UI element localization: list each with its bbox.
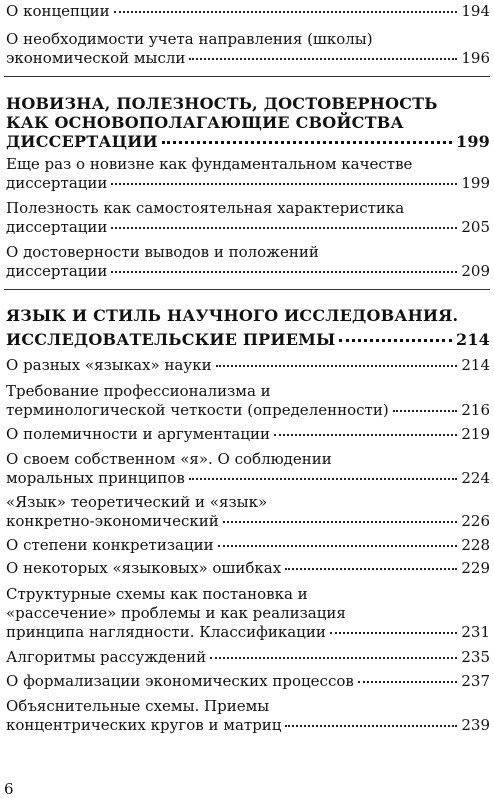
toc-page-number: 224	[461, 469, 490, 487]
toc-entry-text: ДИССЕРТАЦИИ	[6, 132, 158, 151]
toc-entry-text: Полезность как самостоятельная характеристика	[6, 199, 405, 217]
toc-entry	[6, 425, 490, 444]
toc-entry-text: О необходимости учета направления (школы)	[6, 30, 373, 48]
leader-dots	[111, 215, 457, 229]
toc-entry-text: принципа наглядности. Классификации	[6, 623, 326, 641]
leader-dots	[218, 533, 458, 547]
divider	[4, 289, 490, 290]
divider	[4, 76, 490, 77]
toc-entry-text: Структурные схемы как постановка и	[6, 585, 308, 603]
toc-entry	[6, 559, 490, 578]
toc-entry	[6, 585, 490, 642]
toc-page-number: 205	[461, 218, 490, 236]
leader-dots	[189, 466, 458, 480]
toc-entry-text: О достоверности выводов и положений	[6, 243, 319, 261]
toc-page-number: 229	[461, 559, 490, 577]
leader-dots	[111, 259, 457, 273]
toc-entry-text: Объяснительные схемы. Приемы	[6, 697, 270, 715]
toc-page-number: 214	[456, 330, 490, 349]
toc-page-number: 235	[461, 648, 490, 666]
toc-page-number: 199	[461, 174, 490, 192]
toc-entry-text: О разных «языках» науки	[6, 356, 212, 374]
toc-entry-text: Алгоритмы рассуждений	[6, 648, 207, 666]
toc-entry	[6, 2, 490, 21]
leader-dots	[114, 0, 458, 13]
toc-entry	[6, 199, 490, 237]
toc-entry	[6, 243, 490, 281]
toc-entry-text: О полемичности и аргументации	[6, 425, 270, 443]
leader-dots	[285, 556, 457, 570]
toc-entry-text: диссертации	[6, 262, 108, 280]
toc-page-number: 219	[461, 425, 490, 443]
toc-page-number: 231	[461, 623, 490, 641]
toc-entry-text: «рассечение» проблемы и как реализация	[6, 604, 346, 622]
toc-entry-text: диссертации	[6, 218, 108, 236]
toc-entry-text: «Язык» теоретический и «язык»	[6, 493, 268, 511]
toc-entry-text: экономической мысли	[6, 49, 186, 67]
toc-entry	[6, 356, 490, 375]
toc-entry-text: НОВИЗНА, ПОЛЕЗНОСТЬ, ДОСТОВЕРНОСТЬ	[6, 94, 438, 113]
toc-page-number: 239	[461, 716, 490, 734]
toc-entry	[6, 30, 490, 68]
leader-dots	[111, 171, 457, 185]
toc-page-number: 209	[461, 262, 490, 280]
toc-entry-text: ЯЗЫК И СТИЛЬ НАУЧНОГО ИССЛЕДОВАНИЯ.	[6, 306, 459, 325]
toc-entry-text: концентрических кругов и матриц	[6, 716, 282, 734]
toc-entry	[6, 450, 490, 488]
toc-entry-text: О концепции	[6, 2, 110, 20]
toc-entry	[6, 493, 490, 531]
toc-section-heading	[6, 306, 490, 349]
toc-section-heading	[6, 94, 490, 151]
toc-entry-text: О формализации экономических процессов	[6, 672, 354, 690]
leader-dots	[189, 46, 457, 60]
toc-page-number: 226	[461, 512, 490, 530]
leader-dots	[358, 669, 458, 683]
toc-entry-text: конкретно-экономический	[6, 512, 219, 530]
toc-entry-text: терминологической четкости (определенности)	[6, 401, 389, 419]
toc-page-number: 214	[461, 356, 490, 374]
toc-entry	[6, 536, 490, 555]
leader-dots	[393, 398, 458, 412]
toc-entry-text: О степени конкретизации	[6, 536, 214, 554]
toc-page-number: 196	[461, 49, 490, 67]
toc-page-number: 237	[461, 672, 490, 690]
leader-dots	[285, 713, 457, 727]
leader-dots	[216, 353, 458, 367]
leader-dots	[274, 422, 457, 436]
toc-entry-text: Требование профессионализма и	[6, 382, 271, 400]
toc-page-number: 199	[456, 132, 490, 151]
toc-entry	[6, 382, 490, 420]
toc-entry	[6, 155, 490, 193]
toc-entry-text: ИССЛЕДОВАТЕЛЬСКИЕ ПРИЕМЫ	[6, 330, 336, 349]
leader-dots	[339, 327, 452, 342]
toc-entry-text: моральных принципов	[6, 469, 185, 487]
toc-page-number: 216	[461, 401, 490, 419]
toc-entry	[6, 672, 490, 691]
leader-dots	[162, 129, 452, 144]
page-number: 6	[4, 780, 14, 798]
toc-entry	[6, 648, 490, 667]
leader-dots	[210, 645, 457, 659]
leader-dots	[330, 620, 458, 634]
toc-page-number: 194	[461, 2, 490, 20]
toc-entry-text: О своем собственном «я». О соблюдении	[6, 450, 332, 468]
leader-dots	[223, 509, 458, 523]
toc-entry-text: КАК ОСНОВОПОЛАГАЮЩИЕ СВОЙСТВА	[6, 113, 404, 132]
toc-entry-text: Еще раз о новизне как фундаментальном качестве	[6, 155, 413, 173]
toc-entry-text: диссертации	[6, 174, 108, 192]
toc-entry	[6, 697, 490, 735]
toc-entry-text: О некоторых «языковых» ошибках	[6, 559, 282, 577]
toc-page-number: 228	[461, 536, 490, 554]
